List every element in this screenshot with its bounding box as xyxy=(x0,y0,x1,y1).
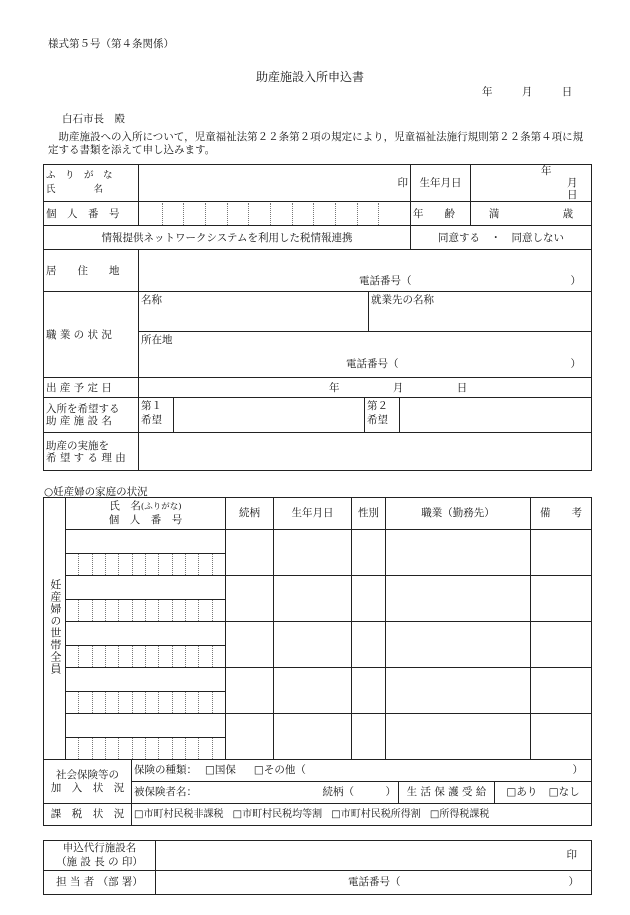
birth-label: 生年月日 xyxy=(411,165,471,202)
member-personal-no-field[interactable] xyxy=(66,600,226,622)
col-note: 備 考 xyxy=(531,498,592,530)
household-heading: ○妊産婦の家庭の状況 xyxy=(44,486,148,498)
second-choice-label: 第２ 希望 xyxy=(365,398,400,432)
member-name-field[interactable] xyxy=(66,576,226,600)
name-field[interactable] xyxy=(139,165,411,202)
table-row xyxy=(44,714,592,738)
table-row xyxy=(44,668,592,692)
application-date[interactable] xyxy=(482,84,572,99)
tax-link-consent[interactable]: 同意する ・ 同意しない xyxy=(411,226,592,250)
member-personal-no-field[interactable] xyxy=(66,738,226,760)
member-name-field[interactable] xyxy=(66,530,226,554)
household-table xyxy=(43,497,592,760)
facility-choices xyxy=(139,398,592,433)
workplace-location-field[interactable]: 所在地 電話番号（ ） xyxy=(139,332,592,378)
name-label xyxy=(44,165,139,202)
insurance-type-field[interactable]: 保険の種類： □国保 □その他（ ） xyxy=(132,760,592,782)
col-name: 氏 名(ふりがな) 個 人 番 号 xyxy=(66,498,226,530)
facility-label: 入所を希望する 助 産 施 設 名 xyxy=(44,398,139,433)
welfare-label: 生 活 保 護 受 給 xyxy=(399,782,495,804)
insured-name-field[interactable]: 被保険者名： 続柄（ ） xyxy=(132,782,399,804)
welfare-no-checkbox[interactable]: □なし xyxy=(548,786,580,799)
employer-field[interactable]: 就業先の名称 xyxy=(369,292,592,332)
household-side-label: 妊産婦の世帯全員 xyxy=(44,498,66,760)
member-personal-no-field[interactable] xyxy=(66,692,226,714)
reason-field[interactable] xyxy=(139,433,592,471)
welfare-options xyxy=(495,782,592,804)
first-choice-field[interactable] xyxy=(174,398,365,432)
date-day: 日 xyxy=(561,86,573,98)
workplace-phone-label: 電話番号（ xyxy=(346,358,399,371)
insurance-label: 社会保険等の 加 入 状 況 xyxy=(44,760,132,804)
second-choice-field[interactable] xyxy=(400,398,591,432)
col-relation: 続柄 xyxy=(226,498,274,530)
member-name-field[interactable] xyxy=(66,622,226,646)
insurance-table xyxy=(43,759,592,826)
contact-label: 担 当 者 （部 署） xyxy=(44,871,156,895)
tax-option-income-tax[interactable]: □所得税課税 xyxy=(429,808,490,820)
job-label: 職 業 の 状 況 xyxy=(44,292,139,378)
furigana-label: ふ り が な xyxy=(46,169,113,181)
member-name-field[interactable] xyxy=(66,668,226,692)
address-field[interactable]: 電話番号（ ） xyxy=(139,250,592,292)
due-date-field[interactable]: 年 月 日 xyxy=(139,378,592,398)
intro-text: 助産施設への入所について，児童福祉法第２２条第２項の規定により，児童福祉法施行規則第２２条第４項に規定する書類を添えて申し込みます。 xyxy=(48,131,584,156)
tax-option-per-capita[interactable]: □市町村民税均等割 xyxy=(232,808,323,820)
col-birth: 生年月日 xyxy=(274,498,352,530)
contact-field[interactable]: 電話番号（ ） xyxy=(156,871,592,895)
first-choice-label: 第１ 希望 xyxy=(139,398,174,432)
due-date-label: 出 産 予 定 日 xyxy=(44,378,139,398)
table-row xyxy=(44,622,592,646)
col-job: 職業（勤務先） xyxy=(386,498,531,530)
address-phone-label: 電話番号（ xyxy=(359,275,412,288)
addressee: 白石市長 殿 xyxy=(62,113,125,125)
col-sex: 性別 xyxy=(352,498,386,530)
tax-status-options xyxy=(132,804,592,826)
table-row xyxy=(44,576,592,600)
member-personal-no-field[interactable] xyxy=(66,646,226,668)
member-personal-no-field[interactable] xyxy=(66,554,226,576)
birth-field[interactable]: 年 月 日 xyxy=(471,165,592,202)
page-title: 助産施設入所申込書 xyxy=(256,70,365,84)
proxy-table xyxy=(43,840,592,895)
proxy-label: 申込代行施設名 （施 設 長 の 印） xyxy=(44,841,156,871)
age-field[interactable]: 満 歳 xyxy=(471,202,592,226)
contact-phone-label: 電話番号（ xyxy=(348,876,401,889)
tax-option-income-levy[interactable]: □市町村民税所得割 xyxy=(331,808,421,820)
full-name-label: 氏 名 xyxy=(46,184,104,196)
tax-status-label: 課 税 状 況 xyxy=(44,804,132,826)
reason-label: 助産の実施を 希 望 す る 理 由 xyxy=(44,433,139,471)
welfare-yes-checkbox[interactable]: □あり xyxy=(506,786,538,799)
applicant-table xyxy=(43,164,592,471)
member-name-field[interactable] xyxy=(66,714,226,738)
date-year: 年 xyxy=(482,86,493,98)
age-label: 年 齢 xyxy=(411,202,471,226)
table-row xyxy=(44,530,592,554)
seal-mark: 印 xyxy=(397,177,408,190)
other-insurance-checkbox[interactable]: □その他（ xyxy=(253,764,306,777)
tax-option-exempt[interactable]: □市町村民税非課税 xyxy=(134,808,224,820)
kokuho-checkbox[interactable]: □国保 xyxy=(205,764,236,777)
address-label: 居 住 地 xyxy=(44,250,139,292)
job-name-field[interactable]: 名称 xyxy=(139,292,369,332)
proxy-seal: 印 xyxy=(566,849,577,862)
proxy-facility-field[interactable] xyxy=(156,841,592,871)
tax-link-label: 情報提供ネットワークシステムを利用した税情報連携 xyxy=(44,226,411,250)
form-number: 様式第５号（第４条関係） xyxy=(48,38,174,50)
date-month: 月 xyxy=(521,86,533,98)
personal-no-label: 個 人 番 号 xyxy=(44,202,139,226)
personal-no-field[interactable] xyxy=(139,202,411,226)
